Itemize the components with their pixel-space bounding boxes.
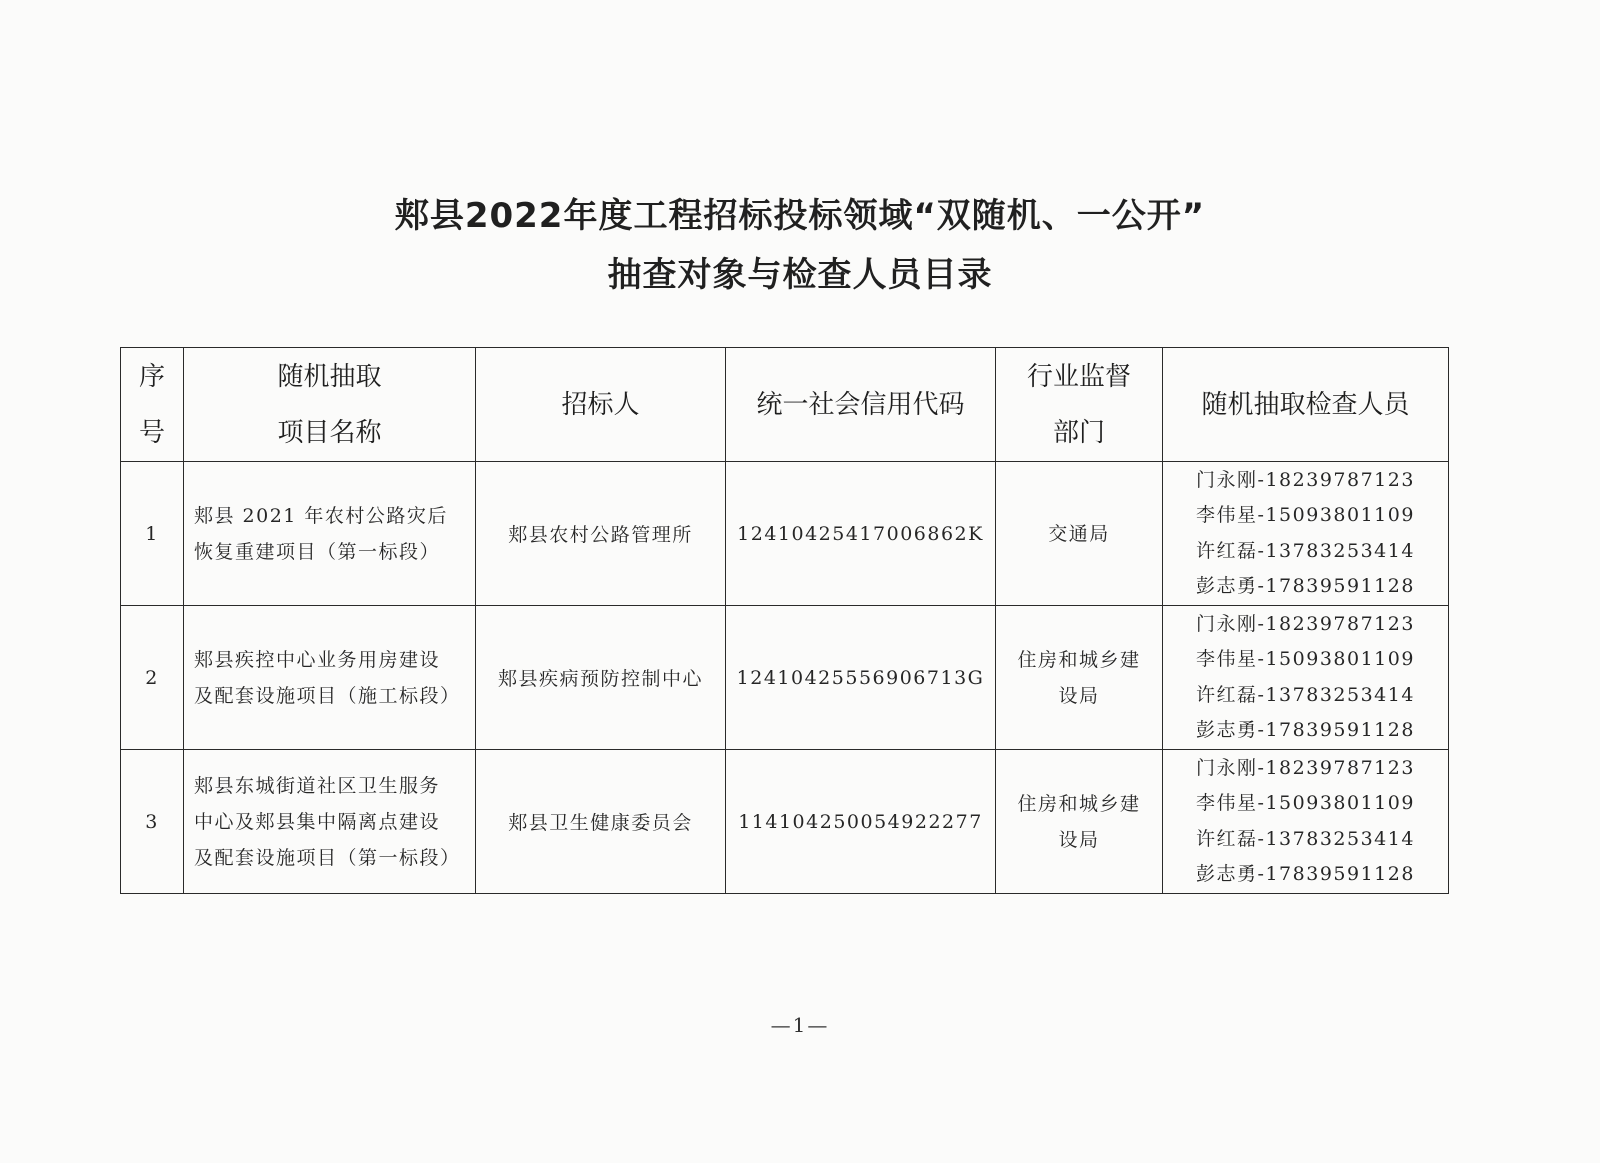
table-header-row: [121, 348, 1449, 462]
inspector-entry: 门永刚-18239787123: [1196, 612, 1415, 635]
cell-tenderer: 郏县卫生健康委员会: [476, 750, 726, 894]
header-dept-line1: 行业监督: [1026, 361, 1131, 392]
inspector-entry: 门永刚-18239787123: [1196, 468, 1415, 491]
cell-seq: 1: [121, 462, 184, 606]
cell-dept: [996, 462, 1163, 606]
inspector-entry: 彭志勇-17839591128: [1196, 719, 1415, 741]
table-row: [121, 462, 1449, 606]
inspector-entry: 许红磊-13783253414: [1196, 683, 1415, 706]
dept-line: 住房和城乡建: [1017, 648, 1141, 671]
document-title-line1: 郏县2022年度工程招标投标领域“双随机、一公开”: [394, 196, 1206, 236]
inspector-entry: 李伟星-15093801109: [1196, 648, 1415, 670]
header-inspectors: 随机抽取检查人员: [1163, 348, 1449, 462]
header-project-line1: 随机抽取: [277, 361, 382, 392]
inspector-entry: 李伟星-15093801109: [1196, 504, 1415, 526]
header-dept-line2: 部门: [1052, 417, 1105, 448]
project-line: 恢复重建项目（第一标段）: [194, 540, 441, 563]
inspector-entry: 许红磊-13783253414: [1196, 827, 1415, 850]
dept-line: 设局: [1058, 828, 1100, 851]
cell-project: [184, 750, 476, 894]
document-title-line2: 抽查对象与检查人员目录: [607, 255, 993, 295]
project-line: 及配套设施项目（施工标段）: [194, 684, 461, 707]
header-project-line2: 项目名称: [277, 417, 382, 448]
dept-line: 设局: [1058, 684, 1100, 707]
project-line: 郏县东城街道社区卫生服务: [194, 774, 441, 797]
cell-project: [184, 462, 476, 606]
header-project: [184, 348, 476, 462]
cell-credit-code: 12410425417006862K: [726, 462, 996, 606]
cell-credit-code: 12410425556906713G: [726, 606, 996, 750]
cell-seq: 3: [121, 750, 184, 894]
header-seq: [121, 348, 184, 462]
cell-tenderer: 郏县疾病预防控制中心: [476, 606, 726, 750]
header-seq-line2: 号: [138, 417, 165, 448]
cell-inspectors: [1163, 750, 1449, 894]
table-row: [121, 750, 1449, 894]
dept-line: 交通局: [1048, 522, 1110, 545]
cell-project: [184, 606, 476, 750]
project-line: 中心及郏县集中隔离点建设: [194, 810, 441, 833]
cell-inspectors: [1163, 462, 1449, 606]
table-row: [121, 606, 1449, 750]
inspector-entry: 门永刚-18239787123: [1196, 756, 1415, 779]
cell-dept: [996, 750, 1163, 894]
inspector-entry: 李伟星-15093801109: [1196, 792, 1415, 814]
project-line: 及配套设施项目（第一标段）: [194, 846, 461, 869]
header-seq-line1: 序: [138, 361, 165, 392]
header-tenderer: 招标人: [476, 348, 726, 462]
dept-line: 住房和城乡建: [1017, 792, 1141, 815]
project-line: 郏县疾控中心业务用房建设: [194, 648, 441, 671]
inspection-table: [120, 347, 1449, 894]
header-credit-code: 统一社会信用代码: [726, 348, 996, 462]
header-dept: [996, 348, 1163, 462]
cell-dept: [996, 606, 1163, 750]
cell-tenderer: 郏县农村公路管理所: [476, 462, 726, 606]
project-line: 郏县 2021 年农村公路灾后: [194, 504, 448, 527]
page-number: —1—: [770, 1013, 830, 1037]
inspector-entry: 彭志勇-17839591128: [1196, 863, 1415, 885]
inspector-entry: 许红磊-13783253414: [1196, 539, 1415, 562]
cell-credit-code: 11410425005492227​7: [726, 750, 996, 894]
cell-seq: 2: [121, 606, 184, 750]
inspector-entry: 彭志勇-17839591128: [1196, 575, 1415, 597]
cell-inspectors: [1163, 606, 1449, 750]
